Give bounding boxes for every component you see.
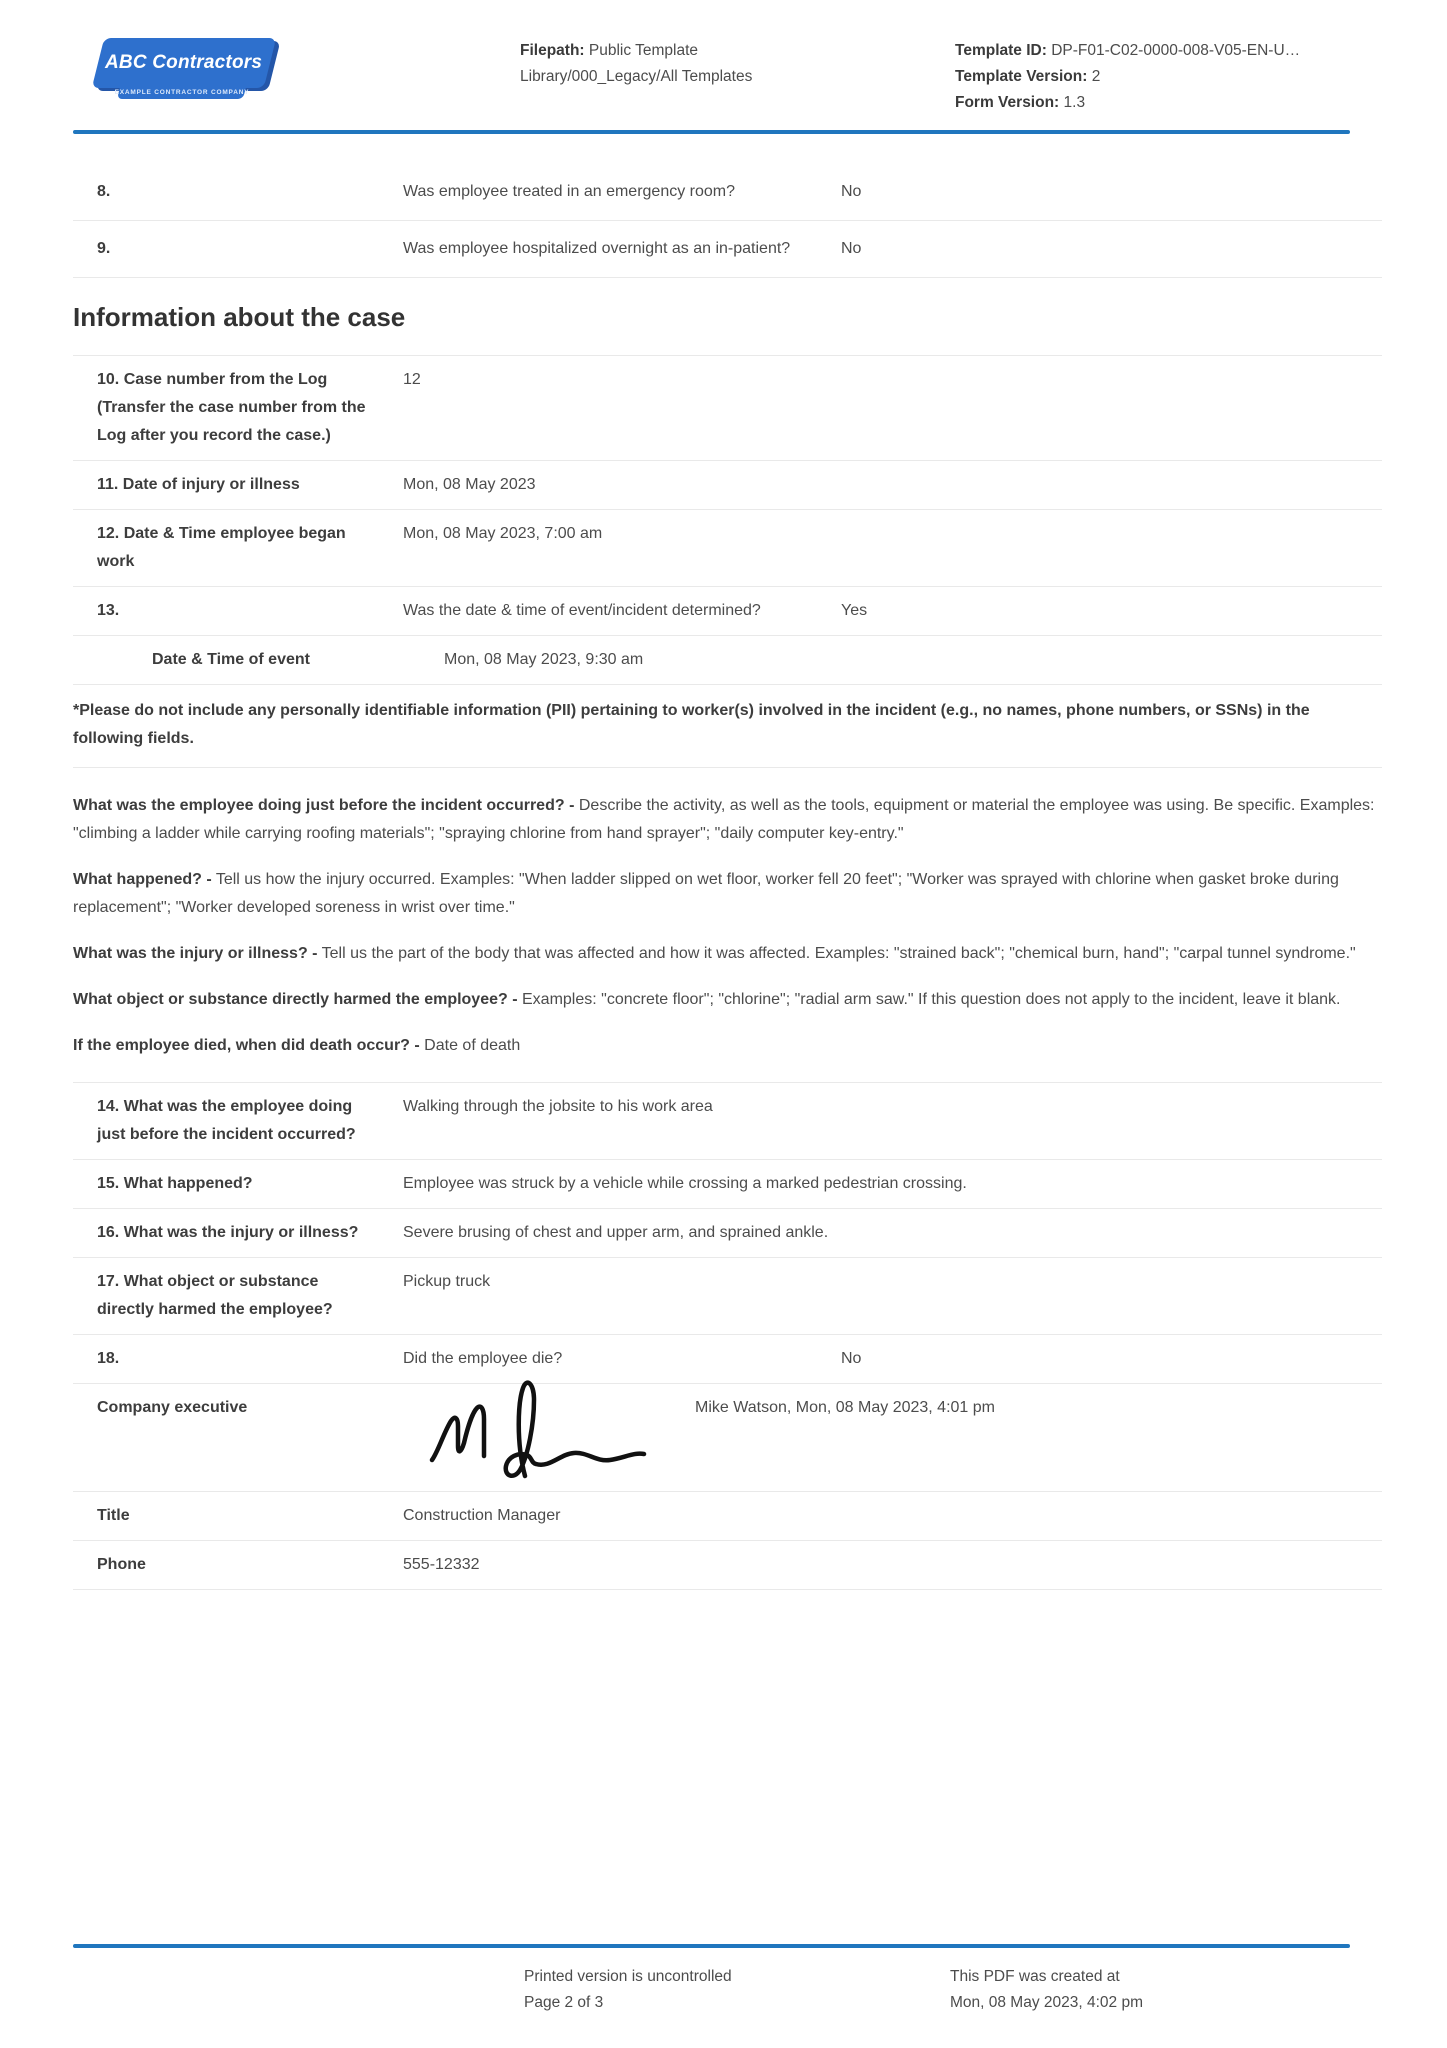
- instruction-body: Examples: "concrete floor"; "chlorine"; "radial arm saw." If this question does not apply to the incident, leave it blank.: [522, 991, 1341, 1008]
- instruction-body: Describe the activity, as well as the tools, equipment or material the employee was using. Be specific. Examples: "climbing a ladder while carrying roofing materials"; "spraying chlorine from hand sprayer"; "daily computer key-entry.": [73, 797, 1375, 842]
- instruction-lead: What was the injury or illness? -: [73, 945, 318, 962]
- form-version-value: 1.3: [1063, 94, 1086, 111]
- footer-page-number: Page 2 of 3: [524, 1994, 604, 2011]
- answer-value: Yes: [841, 602, 868, 619]
- filepath-block: [520, 38, 850, 90]
- question-number: 9.: [97, 240, 111, 257]
- table-row-q16: [73, 1209, 1382, 1258]
- table-row-title: [73, 1492, 1382, 1541]
- field-label: Phone: [97, 1556, 146, 1573]
- field-label: 14. What was the employee doing just before the incident occurred?: [97, 1098, 356, 1143]
- question-number: 8.: [97, 183, 111, 200]
- instruction-lead: What object or substance directly harmed the employee? -: [73, 991, 518, 1008]
- field-value: Construction Manager: [403, 1507, 561, 1524]
- footer-uncontrolled-note: Printed version is uncontrolled: [524, 1968, 732, 1985]
- company-logo-subtitle: EXAMPLE CONTRACTOR COMPANY: [114, 88, 250, 96]
- field-value: Severe brusing of chest and upper arm, and sprained ankle.: [403, 1224, 829, 1241]
- signature-area: [403, 1394, 695, 1481]
- instruction-lead: If the employee died, when did death occur? -: [73, 1037, 420, 1054]
- question-text: Did the employee die?: [403, 1350, 563, 1367]
- answer-value: No: [841, 240, 862, 257]
- section-title: Information about the case: [73, 278, 1382, 356]
- field-value: Mon, 08 May 2023, 7:00 am: [403, 525, 603, 542]
- answer-value: No: [841, 183, 862, 200]
- table-row-phone: [73, 1541, 1382, 1590]
- table-row-q14: [73, 1083, 1382, 1160]
- instruction-paragraph: [73, 1032, 1382, 1060]
- template-id-line: [955, 38, 1375, 64]
- table-row-event-datetime: [73, 636, 1382, 685]
- instruction-lead: What happened? -: [73, 871, 212, 888]
- field-value: Employee was struck by a vehicle while crossing a marked pedestrian crossing.: [403, 1175, 967, 1192]
- instruction-body: Tell us the part of the body that was affected and how it was affected. Examples: "strained back"; "chemical burn, hand"; "carpal tunnel syndrome.": [321, 945, 1356, 962]
- table-row-q9: [73, 221, 1382, 278]
- instruction-paragraph: [73, 792, 1382, 848]
- template-id-label: Template ID:: [955, 42, 1047, 59]
- field-label: Company executive: [97, 1399, 248, 1416]
- field-label: 16. What was the injury or illness?: [97, 1224, 359, 1241]
- page-footer: [73, 1944, 1382, 2016]
- form-body: [73, 164, 1382, 1590]
- template-version-label: Template Version:: [955, 68, 1088, 85]
- field-label: 11. Date of injury or illness: [97, 476, 300, 493]
- footer-divider: [73, 1944, 1350, 1948]
- instruction-paragraph: [73, 986, 1382, 1014]
- table-row-signature: [73, 1384, 1382, 1492]
- field-value: 12: [403, 371, 421, 388]
- template-id-value: DP-F01-C02-0000-008-V05-EN-U…: [1051, 42, 1301, 59]
- instructions-block: [73, 768, 1382, 1083]
- company-logo-subtitle-band: [114, 85, 250, 99]
- company-logo-shape: [92, 38, 276, 96]
- table-row-q17: [73, 1258, 1382, 1335]
- table-row-q10: [73, 356, 1382, 461]
- field-label: Date & Time of event: [152, 651, 310, 668]
- filepath-label: Filepath:: [520, 42, 585, 59]
- table-row-q18: [73, 1335, 1382, 1384]
- question-text: Was employee hospitalized overnight as an in-patient?: [403, 240, 791, 257]
- footer-created-note: This PDF was created at: [950, 1968, 1120, 1985]
- field-value: 555-12332: [403, 1556, 480, 1573]
- pii-notice: *Please do not include any personally identifiable information (PII) pertaining to worker(s) involved in the incident (e.g., no names, phone numbers, or SSNs) in the following fields.: [73, 685, 1382, 768]
- company-logo: [98, 38, 278, 96]
- template-meta-block: [955, 38, 1375, 116]
- form-version-label: Form Version:: [955, 94, 1060, 111]
- filepath-value: Public Template Library/000_Legacy/All Templates: [520, 42, 753, 85]
- instruction-lead: What was the employee doing just before the incident occurred? -: [73, 797, 575, 814]
- footer-left-block: [524, 1964, 824, 2016]
- question-text: Was employee treated in an emergency room?: [403, 183, 736, 200]
- instruction-paragraph: [73, 866, 1382, 922]
- question-number: 18.: [97, 1350, 120, 1367]
- field-label: 12. Date & Time employee began work: [97, 525, 346, 570]
- table-row-q11: [73, 461, 1382, 510]
- signature-image: [428, 1380, 648, 1480]
- signer-name-and-date: Mike Watson, Mon, 08 May 2023, 4:01 pm: [695, 1399, 995, 1416]
- field-label: Title: [97, 1507, 130, 1524]
- instruction-body: Tell us how the injury occurred. Examples: "When ladder slipped on wet floor, worker fell 20 feet"; "Worker was sprayed with chlorine when gasket broke during replacement"; "Worker developed soreness in wrist over time.": [73, 871, 1339, 916]
- footer-right-block: [950, 1964, 1143, 2016]
- instruction-body: Date of death: [424, 1037, 521, 1054]
- field-label: 17. What object or substance directly harmed the employee?: [97, 1273, 333, 1318]
- table-row-q15: [73, 1160, 1382, 1209]
- question-text: Was the date & time of event/incident determined?: [403, 602, 761, 619]
- instruction-paragraph: [73, 940, 1382, 968]
- table-row-q12: [73, 510, 1382, 587]
- company-logo-title: ABC Contractors: [105, 52, 263, 73]
- footer-created-date: Mon, 08 May 2023, 4:02 pm: [950, 1994, 1144, 2011]
- template-version-line: [955, 64, 1375, 90]
- field-value: Mon, 08 May 2023: [403, 476, 536, 493]
- field-label: 10. Case number from the Log (Transfer the case number from the Log after you record the case.): [97, 371, 366, 444]
- field-value: Pickup truck: [403, 1273, 491, 1290]
- template-version-value: 2: [1091, 68, 1101, 85]
- answer-value: No: [841, 1350, 862, 1367]
- question-number: 13.: [97, 602, 120, 619]
- header-divider: [73, 130, 1350, 134]
- page-header: [73, 0, 1382, 116]
- field-value: Mon, 08 May 2023, 9:30 am: [444, 651, 644, 668]
- form-version-line: [955, 90, 1375, 116]
- field-value: Walking through the jobsite to his work area: [403, 1098, 713, 1115]
- table-row-q13: [73, 587, 1382, 636]
- table-row-q8: [73, 164, 1382, 221]
- field-label: 15. What happened?: [97, 1175, 253, 1192]
